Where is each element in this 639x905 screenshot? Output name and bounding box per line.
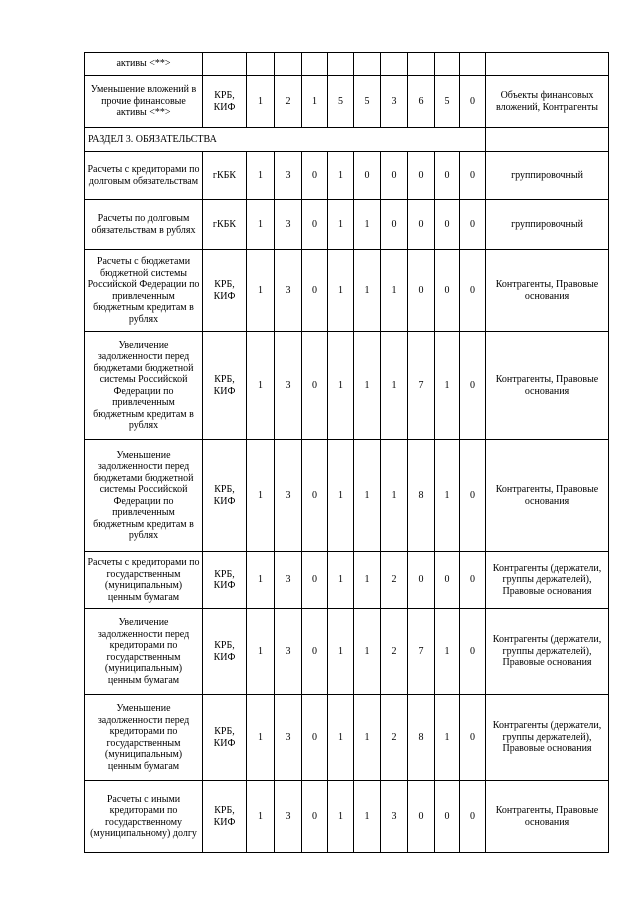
account-digit [408,53,435,76]
account-digit: 1 [328,332,354,440]
table-row [85,76,609,128]
section-note-cell [486,128,609,152]
account-digit: 1 [354,250,381,332]
account-digit: 1 [381,250,408,332]
account-name: активы <**> [85,53,203,76]
account-name: Увеличение задолженности перед кредиторами по государственным (муниципальным) ценным бумагам [85,609,203,695]
account-name: Уменьшение вложений в прочие финансовые активы <**> [85,76,203,128]
analytics-note: Контрагенты (держатели, группы держателей), Правовые основания [486,695,609,781]
analytics-note: Контрагенты, Правовые основания [486,781,609,853]
analytics-code: гКБК [203,152,247,200]
account-digit: 3 [275,695,302,781]
account-digit: 1 [247,200,275,250]
account-digit [328,53,354,76]
account-digit: 0 [302,695,328,781]
account-digit: 0 [302,781,328,853]
account-digit: 0 [354,152,381,200]
table-row [85,250,609,332]
account-digit: 1 [328,609,354,695]
account-digit: 1 [328,250,354,332]
account-digit: 1 [247,76,275,128]
account-digit: 1 [328,200,354,250]
table-row [85,53,609,76]
analytics-code: КРБ, КИФ [203,695,247,781]
analytics-note: группировочный [486,200,609,250]
account-digit: 0 [302,609,328,695]
analytics-code [203,53,247,76]
analytics-code: гКБК [203,200,247,250]
account-digit: 0 [302,552,328,609]
account-digit: 1 [354,781,381,853]
account-digit: 8 [408,695,435,781]
account-name: Расчеты с иными кредиторами по государственному (муниципальному) долгу [85,781,203,853]
table-row [85,695,609,781]
analytics-code: КРБ, КИФ [203,250,247,332]
account-digit: 0 [460,332,486,440]
account-digit: 1 [247,609,275,695]
account-digit: 1 [354,552,381,609]
account-digit: 0 [435,781,460,853]
account-digit: 1 [381,440,408,552]
account-digit: 2 [381,609,408,695]
account-digit: 1 [328,440,354,552]
account-digit: 8 [408,440,435,552]
account-digit: 0 [460,695,486,781]
analytics-note: Контрагенты (держатели, группы держателей), Правовые основания [486,552,609,609]
account-digit: 0 [460,781,486,853]
analytics-note: Контрагенты, Правовые основания [486,250,609,332]
account-name: Расчеты по долговым обязательствам в рублях [85,200,203,250]
account-digit: 5 [354,76,381,128]
accounts-table [84,52,609,853]
account-digit [435,53,460,76]
account-digit: 1 [435,440,460,552]
analytics-code: КРБ, КИФ [203,781,247,853]
account-digit [354,53,381,76]
account-name: Расчеты с кредиторами по государственным (муниципальным) ценным бумагам [85,552,203,609]
table-row [85,781,609,853]
account-digit: 0 [381,200,408,250]
analytics-code: КРБ, КИФ [203,76,247,128]
account-digit [275,53,302,76]
account-digit: 0 [460,440,486,552]
account-digit: 0 [435,200,460,250]
account-digit: 1 [247,781,275,853]
account-digit: 1 [328,695,354,781]
account-digit: 1 [435,609,460,695]
table-row [85,152,609,200]
account-digit [302,53,328,76]
account-digit: 0 [381,152,408,200]
account-digit: 7 [408,609,435,695]
account-digit: 1 [354,200,381,250]
account-digit: 1 [435,332,460,440]
account-digit: 3 [275,781,302,853]
table-row [85,609,609,695]
account-digit: 3 [381,781,408,853]
account-digit: 0 [460,609,486,695]
account-digit: 0 [460,250,486,332]
account-digit: 0 [435,552,460,609]
analytics-code: КРБ, КИФ [203,332,247,440]
account-digit: 3 [275,440,302,552]
account-digit: 3 [275,200,302,250]
account-digit: 1 [247,695,275,781]
account-digit: 3 [381,76,408,128]
account-digit: 7 [408,332,435,440]
account-digit: 2 [381,552,408,609]
account-digit: 1 [328,152,354,200]
account-digit: 1 [328,552,354,609]
account-digit: 1 [354,332,381,440]
analytics-code: КРБ, КИФ [203,440,247,552]
account-digit: 0 [460,152,486,200]
account-digit: 3 [275,609,302,695]
account-digit: 3 [275,250,302,332]
analytics-note: Контрагенты (держатели, группы держателей), Правовые основания [486,609,609,695]
account-digit: 1 [435,695,460,781]
account-digit: 1 [302,76,328,128]
account-digit: 0 [302,250,328,332]
account-digit [460,53,486,76]
account-digit: 0 [408,781,435,853]
account-digit: 3 [275,152,302,200]
account-digit: 0 [460,552,486,609]
account-name: Уменьшение задолженности перед бюджетами бюджетной системы Российской Федерации по привлеченным бюджетным кредитам в рублях [85,440,203,552]
account-digit: 2 [275,76,302,128]
account-digit: 3 [275,332,302,440]
account-digit: 1 [328,781,354,853]
account-digit: 0 [435,250,460,332]
analytics-note: Контрагенты, Правовые основания [486,440,609,552]
account-name: Расчеты с бюджетами бюджетной системы Российской Федерации по привлеченным бюджетным кредитам в рублях [85,250,203,332]
account-digit: 0 [302,152,328,200]
account-name: Уменьшение задолженности перед кредиторами по государственным (муниципальным) ценным бумагам [85,695,203,781]
account-digit: 0 [460,200,486,250]
table-row [85,200,609,250]
account-digit: 1 [354,695,381,781]
account-digit: 2 [381,695,408,781]
section-title: РАЗДЕЛ 3. ОБЯЗАТЕЛЬСТВА [85,128,486,152]
account-digit: 3 [275,552,302,609]
account-digit: 1 [247,250,275,332]
analytics-code: КРБ, КИФ [203,552,247,609]
account-name: Увеличение задолженности перед бюджетами бюджетной системы Российской Федерации по привлеченным бюджетным кредитам в рублях [85,332,203,440]
analytics-code: КРБ, КИФ [203,609,247,695]
table-row [85,440,609,552]
account-digit: 1 [354,609,381,695]
analytics-note: группировочный [486,152,609,200]
account-digit: 1 [247,552,275,609]
account-digit: 0 [435,152,460,200]
table-row [85,332,609,440]
account-digit: 0 [460,76,486,128]
analytics-note: Контрагенты, Правовые основания [486,332,609,440]
account-name: Расчеты с кредиторами по долговым обязательствам [85,152,203,200]
account-digit: 0 [408,152,435,200]
account-digit: 6 [408,76,435,128]
account-digit: 1 [354,440,381,552]
account-digit [247,53,275,76]
account-digit: 0 [302,440,328,552]
account-digit: 0 [408,552,435,609]
account-digit: 1 [381,332,408,440]
account-digit: 0 [408,250,435,332]
account-digit: 0 [408,200,435,250]
account-digit: 1 [247,152,275,200]
account-digit: 5 [328,76,354,128]
analytics-note [486,53,609,76]
account-digit: 1 [247,440,275,552]
account-digit [381,53,408,76]
table-row [85,552,609,609]
account-digit: 1 [247,332,275,440]
account-digit: 0 [302,200,328,250]
analytics-note: Объекты финансовых вложений, Контрагенты [486,76,609,128]
account-digit: 5 [435,76,460,128]
section-row [85,128,609,152]
account-digit: 0 [302,332,328,440]
